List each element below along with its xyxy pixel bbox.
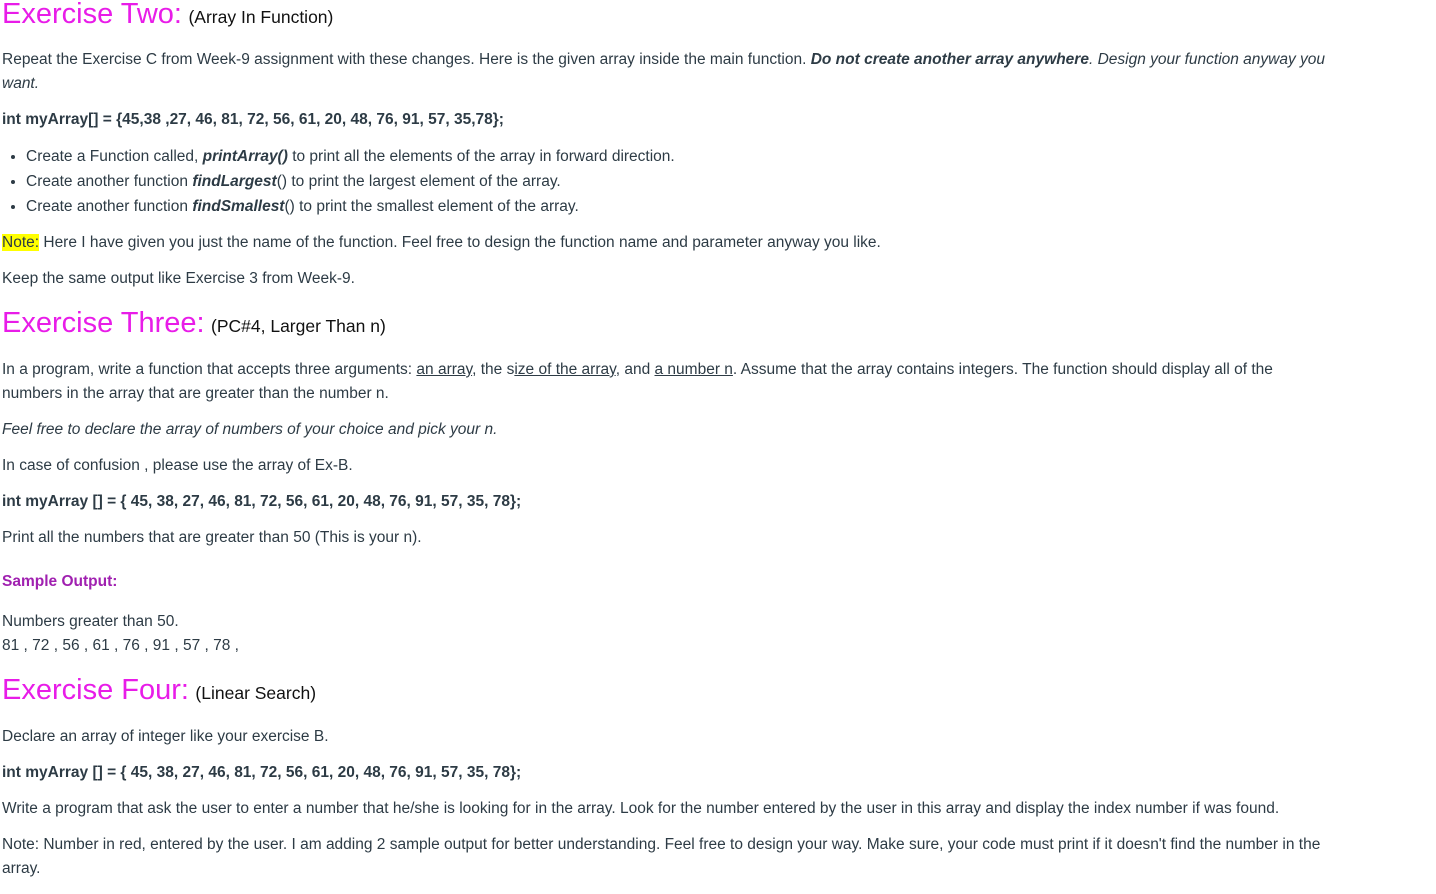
exercise-two-bullets: [2, 144, 1332, 219]
exercise-two-title: Exercise Two:: [2, 0, 182, 30]
exercise-two-intro: [2, 48, 1332, 96]
exercise-three-description: In a program, write a function that accepts three arguments: an array, the size of the array, and a number n. Assume that the array contains integers. The function should display all of the numbers in the array that are greater than the number n.: [2, 361, 1273, 402]
intro-text: Repeat the Exercise C from Week-9 assignment with these changes. Here is the given array inside the main function.: [2, 51, 811, 68]
exercise-three-code: int myArray [] = { 45, 38, 27, 46, 81, 72, 56, 61, 20, 48, 76, 91, 57, 35, 78};: [2, 493, 522, 510]
sample-output-line-2: 81 , 72 , 56 , 61 , 76 , 91 , 57 , 78 ,: [2, 637, 239, 654]
intro-italic-text: Design your function anyway you want.: [2, 51, 1326, 92]
bullet-item: • Create another function findSmallest() to print the smallest element of the array.: [26, 194, 1332, 219]
note-text: Here I have given you just the name of the function. Feel free to design the function name and parameter anyway you like.: [39, 234, 881, 251]
sample-output-line-1: Numbers greater than 50.: [2, 613, 179, 630]
exercise-two-heading: [2, 0, 1332, 29]
exercise-two-subtitle: (Array In Function): [188, 7, 334, 27]
underlined-term: an array: [416, 361, 473, 378]
bullet-item: • Create another function findLargest() to print the largest element of the array.: [26, 169, 1332, 194]
exercise-two-code: int myArray[] = {45,38 ,27, 46, 81, 72, 56, 61, 20, 48, 76, 91, 57, 35,78};: [2, 111, 504, 128]
sample-output-label: Sample Output:: [2, 573, 118, 590]
exercise-four-subtitle: (Linear Search): [195, 683, 317, 703]
note-label: Note:: [2, 234, 40, 251]
exercise-three-free: Feel free to declare the array of numbers of your choice and pick your n.: [2, 421, 498, 438]
exercise-three-heading: [2, 309, 1332, 338]
exercise-three-print: Print all the numbers that are greater than 50 (This is your n).: [2, 529, 422, 546]
exercise-four-note: Note: Number in red, entered by the user. I am adding 2 sample output for better understanding. Feel free to design your way. Make sure, your code must print if it doesn't find the number in the array.: [2, 836, 1321, 877]
exercise-four-declare: Declare an array of integer like your exercise B.: [2, 728, 329, 745]
exercise-three-subtitle: (PC#4, Larger Than n): [211, 316, 386, 336]
intro-bold-text: Do not create another array anywhere: [810, 51, 1089, 68]
underlined-term: a number n: [654, 361, 733, 378]
exercise-four-heading: [2, 676, 1332, 705]
intro-sep: .: [1088, 51, 1098, 68]
exercise-four-title: Exercise Four:: [2, 674, 189, 706]
exercise-two-keep: Keep the same output like Exercise 3 from Week-9.: [2, 270, 355, 287]
underlined-term: ize of the array: [514, 361, 616, 378]
exercise-two-note: [2, 231, 1332, 255]
exercise-three-confusion: In case of confusion , please use the array of Ex-B.: [2, 457, 353, 474]
exercise-four-write: Write a program that ask the user to enter a number that he/she is looking for in the array. Look for the number entered by the user in this array and display the index number if was found.: [2, 800, 1280, 817]
bullet-item: • Create a Function called, printArray() to print all the elements of the array in forward direction.: [26, 144, 1332, 169]
exercise-four-code: int myArray [] = { 45, 38, 27, 46, 81, 72, 56, 61, 20, 48, 76, 91, 57, 35, 78};: [2, 764, 522, 781]
exercise-three-title: Exercise Three:: [2, 307, 205, 339]
